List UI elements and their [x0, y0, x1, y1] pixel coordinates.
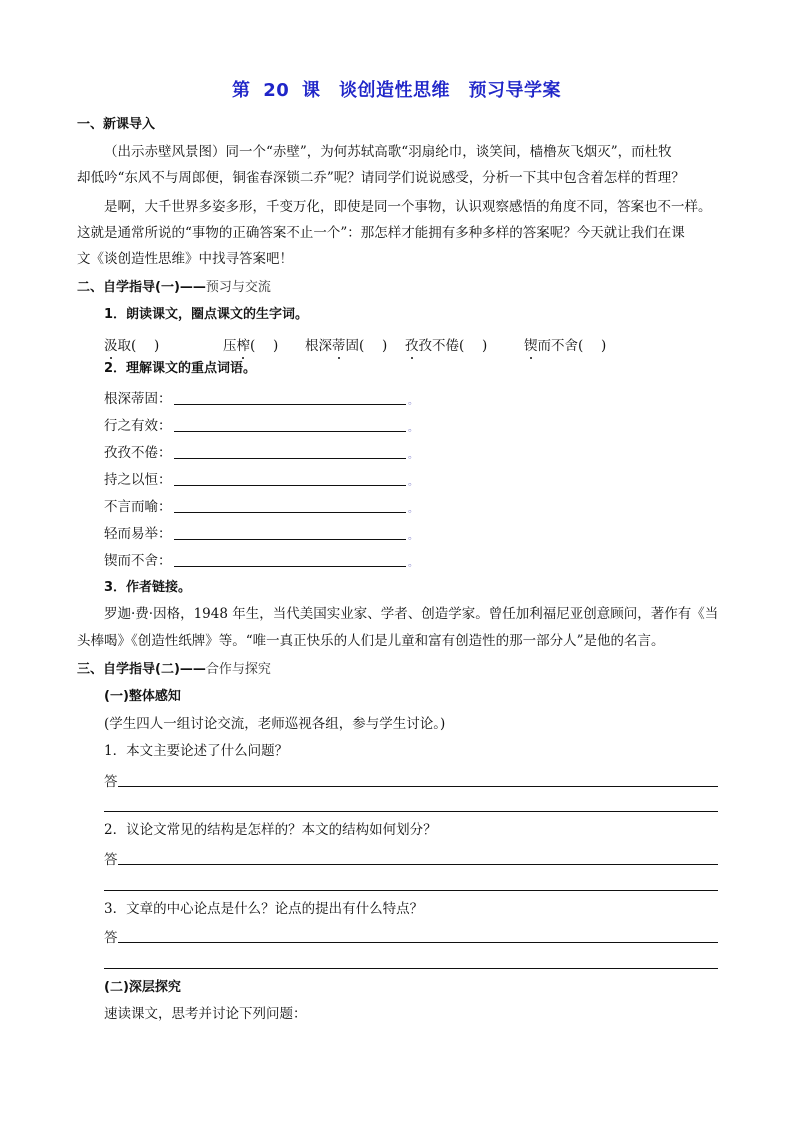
intro-paragraph-line: 这就是通常所说的“事物的正确答案不止一个”：那怎样才能拥有多种多样的答案呢？今天就让我们在课 [77, 225, 685, 241]
task-heading: 2．理解课文的重点词语。 [104, 361, 257, 376]
term-entry[interactable]: 锲而不舍： 。 [104, 553, 418, 569]
answer-blank [174, 539, 406, 540]
intro-paragraph-line: 却低吟“东风不与周郎便，铜雀春深锁二乔”呢？请同学们说说感受，分析一下其中包含着怎样的哲理？ [77, 170, 685, 186]
answer-label: 答 [104, 930, 118, 946]
answer-blank [174, 431, 406, 432]
term-entry[interactable]: 孜孜不倦： 。 [104, 445, 418, 461]
section-heading-sub: 合作与探究 [205, 662, 271, 677]
answer-blank [174, 485, 406, 486]
intro-paragraph-line: 文《谈创造性思维》中找寻答案吧！ [77, 251, 293, 267]
page-title: 第 20 课 谈创造性思维 预习导学案 [231, 80, 562, 101]
term-entry[interactable]: 持之以恒： 。 [104, 472, 418, 488]
section-heading-main: 三、自学指导(二)—— [77, 662, 206, 677]
answer-line[interactable] [118, 864, 718, 865]
answer-label: 答 [104, 852, 118, 868]
answer-blank [174, 512, 406, 513]
section-heading-self-study-1 [77, 279, 271, 297]
answer-label: 答 [104, 774, 118, 790]
intro-paragraph-line: （出示赤壁风景图）同一个“赤壁”，为何苏轼高歌“羽扇纶巾，谈笑间，樯橹灰飞烟灭”，而杜牧 [104, 144, 672, 160]
answer-line[interactable] [104, 968, 718, 969]
answer-line[interactable] [104, 811, 718, 812]
question: 3．文章的中心论点是什么？论点的提出有什么特点？ [104, 901, 424, 917]
vocab-word: 锲而不舍( ) [524, 338, 607, 354]
term-entry[interactable]: 行之有效： 。 [104, 418, 418, 434]
term-entry[interactable]: 不言而喻： 。 [104, 499, 418, 515]
answer-line[interactable] [118, 942, 718, 943]
term-entry[interactable]: 轻而易举： 。 [104, 526, 418, 542]
term-entry[interactable]: 根深蒂固： 。 [104, 391, 418, 407]
answer-blank [174, 404, 406, 405]
section-heading-intro: 一、新课导入 [77, 117, 156, 132]
question: 1．本文主要论述了什么问题？ [104, 743, 289, 759]
instruction-note: 速读课文，思考并讨论下列问题： [104, 1006, 307, 1022]
vocab-word: 汲取( ) [104, 338, 160, 354]
author-paragraph-line: 罗迦·费·因格，1948 年生，当代美国实业家、学者、创造学家。曾任加利福尼亚创意顾问，著作有《当 [104, 606, 719, 622]
author-paragraph-line: 头棒喝》《创造性纸牌》等。“唯一真正快乐的人们是儿童和富有创造性的那一部分人”是他的名言。 [77, 633, 665, 649]
section-heading-sub: 预习与交流 [205, 280, 271, 295]
section-heading-self-study-2 [77, 661, 271, 679]
question: 2．议论文常见的结构是怎样的？本文的结构如何划分？ [104, 822, 437, 838]
answer-line[interactable] [104, 890, 718, 891]
vocab-word: 根深蒂固( ) [305, 338, 388, 354]
task-heading: 3．作者链接。 [104, 580, 192, 595]
answer-blank [174, 566, 406, 567]
section-heading-main: 二、自学指导(一)—— [77, 280, 206, 295]
answer-line[interactable] [118, 786, 718, 787]
vocab-word: 压榨( ) [223, 338, 279, 354]
instruction-note: (学生四人一组讨论交流，老师巡视各组，参与学生讨论。) [104, 716, 446, 732]
intro-paragraph-line: 是啊，大千世界多姿多形，千变万化，即使是同一个事物，认识观察感悟的角度不同，答案也不一样。 [104, 199, 712, 215]
answer-blank [174, 458, 406, 459]
subsection-heading: (二)深层探究 [104, 980, 181, 995]
subsection-heading: (一)整体感知 [104, 689, 181, 704]
task-heading: 1．朗读课文，圈点课文的生字词。 [104, 307, 309, 322]
vocab-word: 孜孜不倦( ) [405, 338, 488, 354]
